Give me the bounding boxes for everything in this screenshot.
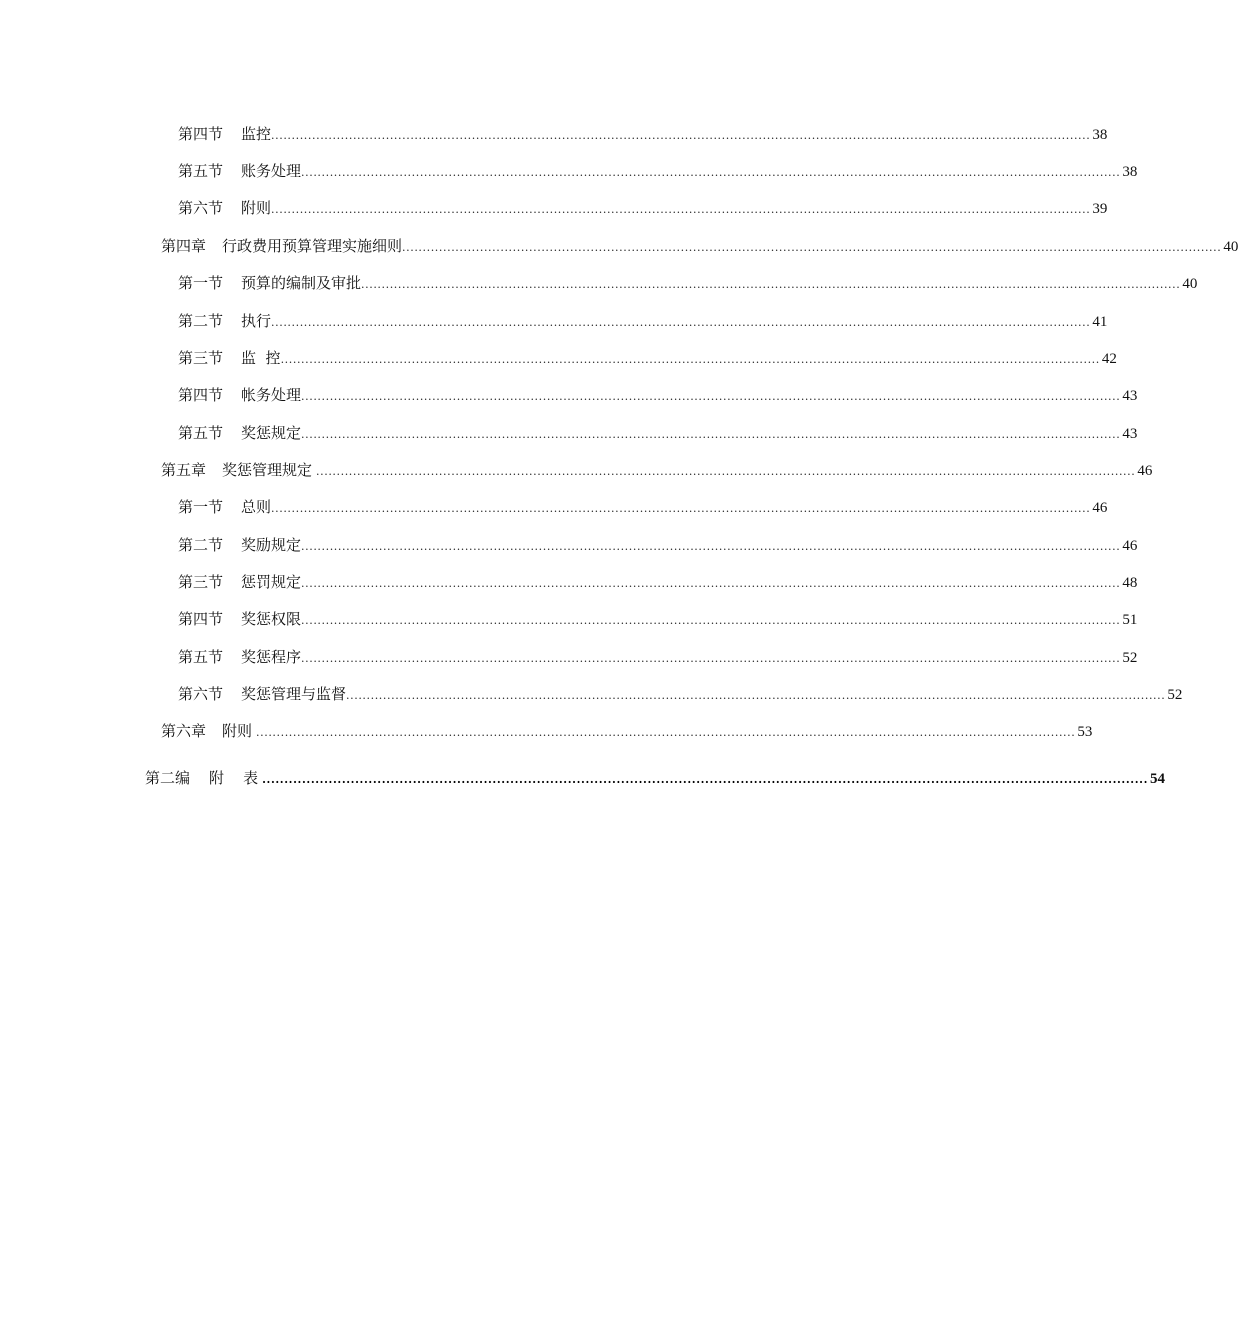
toc-entry-number: 第五节 xyxy=(178,424,224,442)
toc-page-number: 48 xyxy=(1122,575,1138,591)
toc-dot-leader: ........................................................................................................................................................................................................ xyxy=(402,241,1222,254)
toc-entry-number: 第四节 xyxy=(178,125,224,143)
toc-entry-part[interactable] xyxy=(145,768,1166,790)
toc-dot-leader: ........................................................................................................................................................................................................ xyxy=(271,316,1091,329)
toc-entry-title: 惩罚规定 xyxy=(241,573,302,591)
toc-entry-number: 第六章 xyxy=(161,722,207,740)
toc-dot-leader: ........................................................................................................................................................................................................ xyxy=(316,465,1136,478)
toc-entry-section[interactable] xyxy=(178,609,1138,631)
toc-page-number: 41 xyxy=(1092,314,1108,330)
toc-dot-leader: ........................................................................................................................................................................................................ xyxy=(262,773,1149,786)
toc-entry-number: 第二编 xyxy=(145,769,191,787)
toc-page-number: 42 xyxy=(1101,351,1117,367)
toc-entry-title: 奖惩管理与监督 xyxy=(241,685,347,703)
toc-page-number: 39 xyxy=(1092,201,1108,217)
toc-entry-title: 行政费用预算管理实施细则 xyxy=(222,237,403,255)
toc-entry-title: 奖惩权限 xyxy=(241,610,302,628)
toc-page-number: 40 xyxy=(1182,276,1198,292)
toc-entry-title: 监控 xyxy=(241,125,272,143)
toc-entry-section[interactable] xyxy=(178,273,1198,295)
toc-page-number: 46 xyxy=(1137,463,1153,479)
toc-entry-chapter[interactable] xyxy=(161,236,1238,258)
toc-entry-title: 奖惩管理规定 xyxy=(222,461,313,479)
toc-dot-leader: ........................................................................................................................................................................................................ xyxy=(301,577,1121,590)
toc-dot-leader: ........................................................................................................................................................................................................ xyxy=(256,726,1076,739)
toc-dot-leader: ........................................................................................................................................................................................................ xyxy=(301,540,1121,553)
toc-page-number: 53 xyxy=(1077,724,1093,740)
toc-page-number: 38 xyxy=(1092,127,1108,143)
toc-entry-section[interactable] xyxy=(178,348,1117,370)
toc-page-number: 43 xyxy=(1122,388,1138,404)
toc-entry-number: 第四章 xyxy=(161,237,207,255)
toc-page-number: 51 xyxy=(1122,612,1138,628)
toc-entry-title: 账务处理 xyxy=(241,162,302,180)
toc-entry-section[interactable] xyxy=(178,684,1183,706)
toc-entry-title: 监 控 xyxy=(241,349,281,367)
toc-page-number: 40 xyxy=(1223,239,1238,255)
toc-dot-leader: ........................................................................................................................................................................................................ xyxy=(271,502,1091,515)
toc-page-number: 52 xyxy=(1167,687,1183,703)
toc-entry-title: 附则 xyxy=(241,199,272,217)
toc-page-number: 52 xyxy=(1122,650,1138,666)
toc-entry-title: 帐务处理 xyxy=(241,386,302,404)
toc-page-number: 54 xyxy=(1150,771,1166,787)
toc-entry-section[interactable] xyxy=(178,497,1108,519)
toc-entry-number: 第六节 xyxy=(178,199,224,217)
toc-entry-title: 总则 xyxy=(241,498,272,516)
toc-entry-section[interactable] xyxy=(178,198,1108,220)
toc-entry-number: 第一节 xyxy=(178,274,224,292)
toc-entry-number: 第二节 xyxy=(178,536,224,554)
toc-entry-section[interactable] xyxy=(178,423,1138,445)
toc-entry-title: 预算的编制及审批 xyxy=(241,274,362,292)
toc-dot-leader: ........................................................................................................................................................................................................ xyxy=(301,166,1121,179)
toc-page-number: 46 xyxy=(1092,500,1108,516)
toc-dot-leader: ........................................................................................................................................................................................................ xyxy=(280,353,1100,366)
toc-page-number: 43 xyxy=(1122,426,1138,442)
toc-entry-title: 奖惩程序 xyxy=(241,648,302,666)
toc-entry-section[interactable] xyxy=(178,385,1138,407)
toc-entry-number: 第五章 xyxy=(161,461,207,479)
toc-entry-section[interactable] xyxy=(178,161,1138,183)
toc-entry-number: 第二节 xyxy=(178,312,224,330)
toc-dot-leader: ........................................................................................................................................................................................................ xyxy=(361,278,1181,291)
toc-dot-leader: ........................................................................................................................................................................................................ xyxy=(301,390,1121,403)
toc-entry-number: 第三节 xyxy=(178,573,224,591)
toc-entry-title: 执行 xyxy=(241,312,272,330)
toc-page-number: 38 xyxy=(1122,164,1138,180)
toc-entry-title: 奖励规定 xyxy=(241,536,302,554)
toc-entry-number: 第四节 xyxy=(178,386,224,404)
toc-dot-leader: ........................................................................................................................................................................................................ xyxy=(301,614,1121,627)
toc-entry-section[interactable] xyxy=(178,647,1138,669)
toc-entry-section[interactable] xyxy=(178,311,1108,333)
toc-entry-title: 附 表 xyxy=(209,769,259,787)
toc-entry-section[interactable] xyxy=(178,572,1138,594)
toc-entry-number: 第三节 xyxy=(178,349,224,367)
toc-dot-leader: ........................................................................................................................................................................................................ xyxy=(301,428,1121,441)
toc-dot-leader: ........................................................................................................................................................................................................ xyxy=(271,129,1091,142)
toc-entry-chapter[interactable] xyxy=(161,721,1093,743)
toc-entry-section[interactable] xyxy=(178,535,1138,557)
toc-dot-leader: ........................................................................................................................................................................................................ xyxy=(346,689,1166,702)
toc-dot-leader: ........................................................................................................................................................................................................ xyxy=(301,652,1121,665)
toc-entry-chapter[interactable] xyxy=(161,460,1153,482)
toc-entry-title: 奖惩规定 xyxy=(241,424,302,442)
toc-entry-number: 第五节 xyxy=(178,648,224,666)
toc-entry-number: 第一节 xyxy=(178,498,224,516)
toc-entry-section[interactable] xyxy=(178,124,1108,146)
toc-entry-title: 附则 xyxy=(222,722,253,740)
toc-entry-number: 第六节 xyxy=(178,685,224,703)
toc-entry-number: 第五节 xyxy=(178,162,224,180)
toc-page-number: 46 xyxy=(1122,538,1138,554)
toc-entry-number: 第四节 xyxy=(178,610,224,628)
toc-dot-leader: ........................................................................................................................................................................................................ xyxy=(271,203,1091,216)
